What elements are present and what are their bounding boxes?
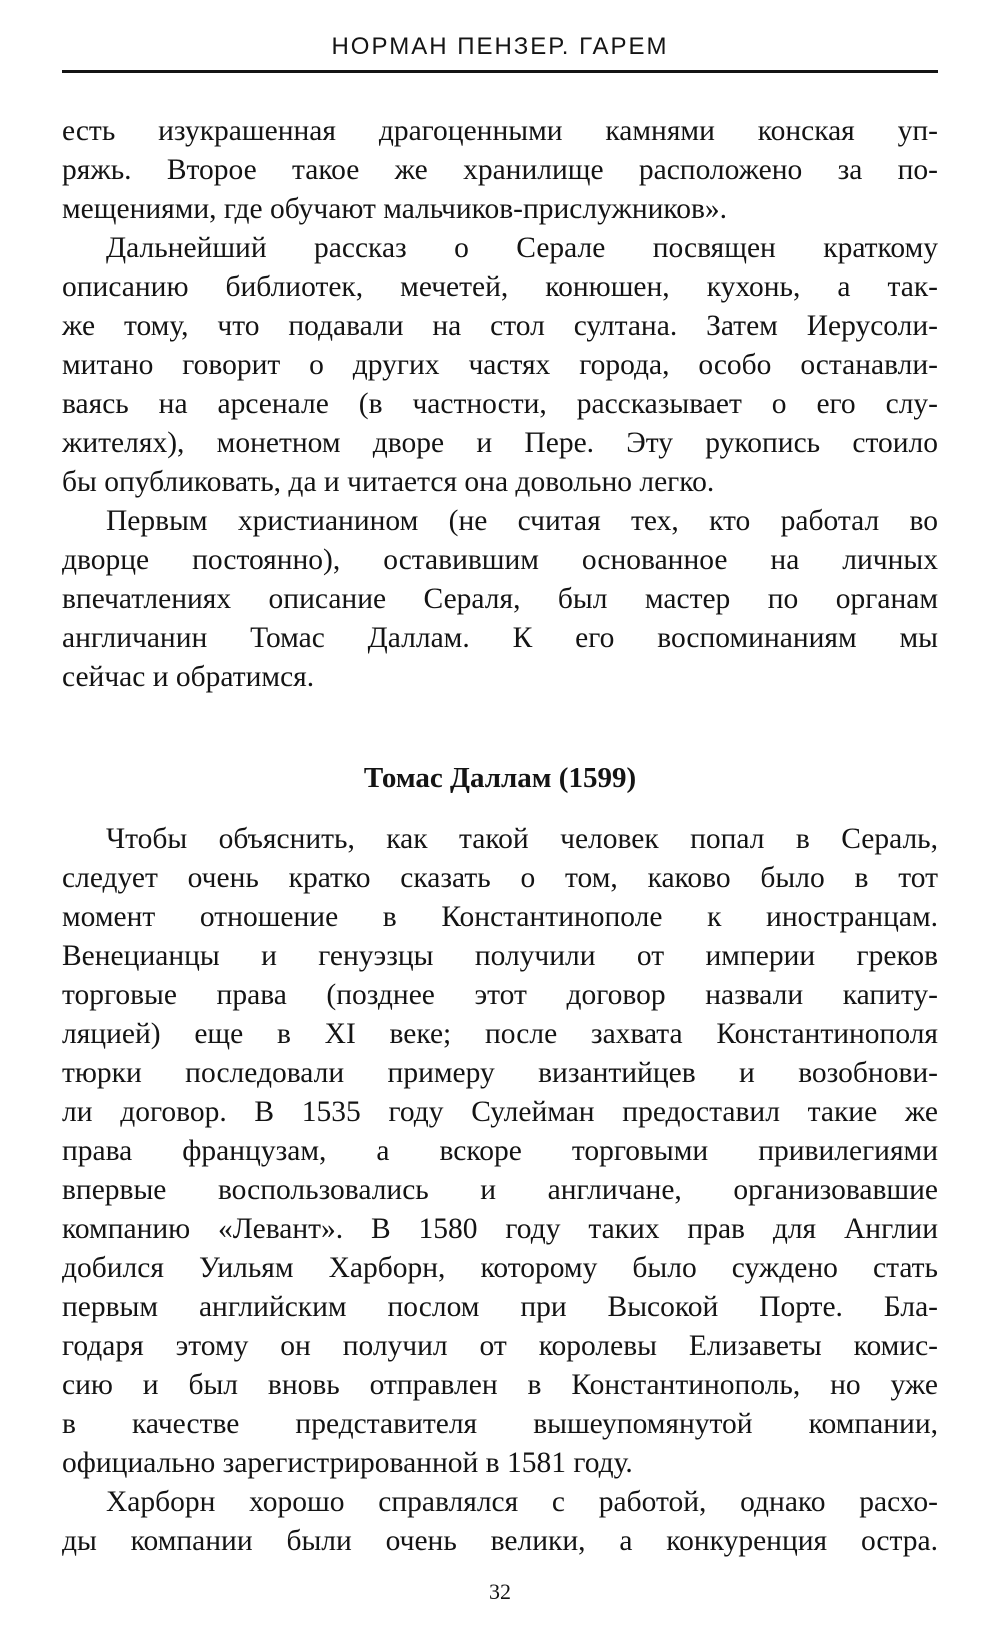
text-line: торговые права (позднее этот договор назвали капиту-: [62, 979, 938, 1011]
text-line: же тому, что подавали на стол султана. Затем Иерусоли-: [62, 310, 938, 342]
text-line: следует очень кратко сказать о том, каково было в тот: [62, 862, 938, 894]
text-line: момент отношение в Константинополе к иностранцам.: [62, 901, 938, 933]
text-block-1: [62, 112, 938, 697]
text-line: ляцией) еще в XI веке; после захвата Константинополя: [62, 1018, 938, 1050]
text-line: впечатлениях описание Сераля, был мастер по органам: [62, 583, 938, 615]
text-line: ли договор. В 1535 году Сулейман предоставил такие же: [62, 1096, 938, 1128]
text-line: Первым христианином (не считая тех, кто работал во: [106, 505, 938, 537]
text-line: Харборн хорошо справлялся с работой, однако расхо-: [106, 1486, 938, 1518]
text-line: первым английским послом при Высокой Порте. Бла-: [62, 1291, 938, 1323]
text-line: добился Уильям Харборн, которому было суждено стать: [62, 1252, 938, 1284]
book-page: [62, 0, 938, 1652]
text-line: права французам, а вскоре торговыми привилегиями: [62, 1135, 938, 1167]
text-line: описанию библиотек, мечетей, конюшен, кухонь, а так-: [62, 271, 938, 303]
text-line: Дальнейший рассказ о Серале посвящен краткому: [106, 232, 938, 264]
text-line: Чтобы объяснить, как такой человек попал в Сераль,: [106, 823, 938, 855]
text-line: сейчас и обратимся.: [62, 661, 315, 693]
text-block-2: [62, 820, 938, 1561]
running-head: НОРМАН ПЕНЗЕР. ГАРЕМ: [331, 33, 669, 60]
text-line: ды компании были очень велики, а конкуренция остра.: [62, 1525, 938, 1557]
header-rule: [62, 70, 938, 73]
text-line: бы опубликовать, да и читается она довольно легко.: [62, 466, 715, 498]
text-line: Венецианцы и генуэзцы получили от империи греков: [62, 940, 938, 972]
text-line: мещениями, где обучают мальчиков-прислужников».: [62, 193, 728, 225]
page-number: 32: [489, 1579, 511, 1604]
text-line: тюрки последовали примеру византийцев и возобнови-: [62, 1057, 938, 1089]
section-heading: Томас Даллам (1599): [363, 762, 637, 794]
text-line: компанию «Левант». В 1580 году таких прав для Англии: [62, 1213, 938, 1245]
text-line: сию и был вновь отправлен в Константинополь, но уже: [62, 1369, 938, 1401]
text-line: митано говорит о других частях города, особо останавли-: [62, 349, 938, 381]
text-line: англичанин Томас Даллам. К его воспоминаниям мы: [62, 622, 938, 654]
text-line: жителях), монетном дворе и Пере. Эту рукопись стоило: [62, 427, 938, 459]
text-line: годаря этому он получил от королевы Елизаветы комис-: [62, 1330, 938, 1362]
text-line: ваясь на арсенале (в частности, рассказывает о его слу-: [62, 388, 938, 420]
text-line: в качестве представителя вышеупомянутой компании,: [62, 1408, 938, 1440]
text-line: официально зарегистрированной в 1581 году.: [62, 1447, 633, 1479]
text-line: есть изукрашенная драгоценными камнями конская уп-: [62, 115, 938, 147]
text-line: ряжь. Второе такое же хранилище расположено за по-: [62, 154, 938, 186]
text-line: впервые воспользовались и англичане, организовавшие: [62, 1174, 938, 1206]
text-line: дворце постоянно), оставившим основанное на личных: [62, 544, 938, 576]
